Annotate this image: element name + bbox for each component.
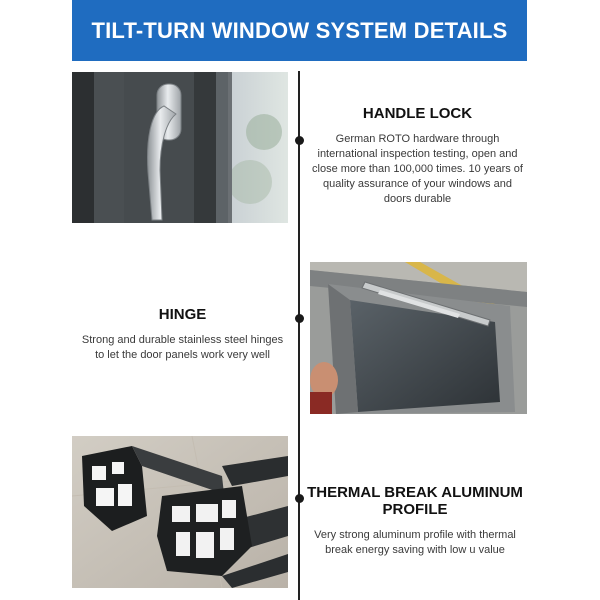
thermal-profile-section <box>305 484 525 558</box>
timeline-line <box>298 71 300 600</box>
thermal-profile-description: Very strong aluminum profile with thermal break energy saving with low u value <box>314 529 516 556</box>
handle-lock-title: HANDLE LOCK <box>362 105 473 122</box>
hinge-title: HINGE <box>158 306 207 323</box>
thermal-profile-title: THERMAL BREAK ALUMINUM PROFILE <box>307 484 523 518</box>
handle-lock-section <box>310 105 525 207</box>
aluminum-profile-photo <box>72 436 288 588</box>
timeline-dot-handle <box>295 136 304 145</box>
hinge-section <box>80 306 285 363</box>
window-handle-photo <box>72 72 288 223</box>
timeline-dot-hinge <box>295 314 304 323</box>
page-title: TILT-TURN WINDOW SYSTEM DETAILS <box>91 17 508 43</box>
hinge-description: Strong and durable stainless steel hinges to let the door panels work very well <box>81 334 284 361</box>
timeline-dot-profile <box>295 494 304 503</box>
window-hinge-photo <box>310 262 527 414</box>
handle-lock-description: German ROTO hardware through international inspection testing, open and close more than 100,000 times. 10 years of quality assurance of your windows and doors durable <box>312 133 523 205</box>
header-banner <box>72 0 527 61</box>
